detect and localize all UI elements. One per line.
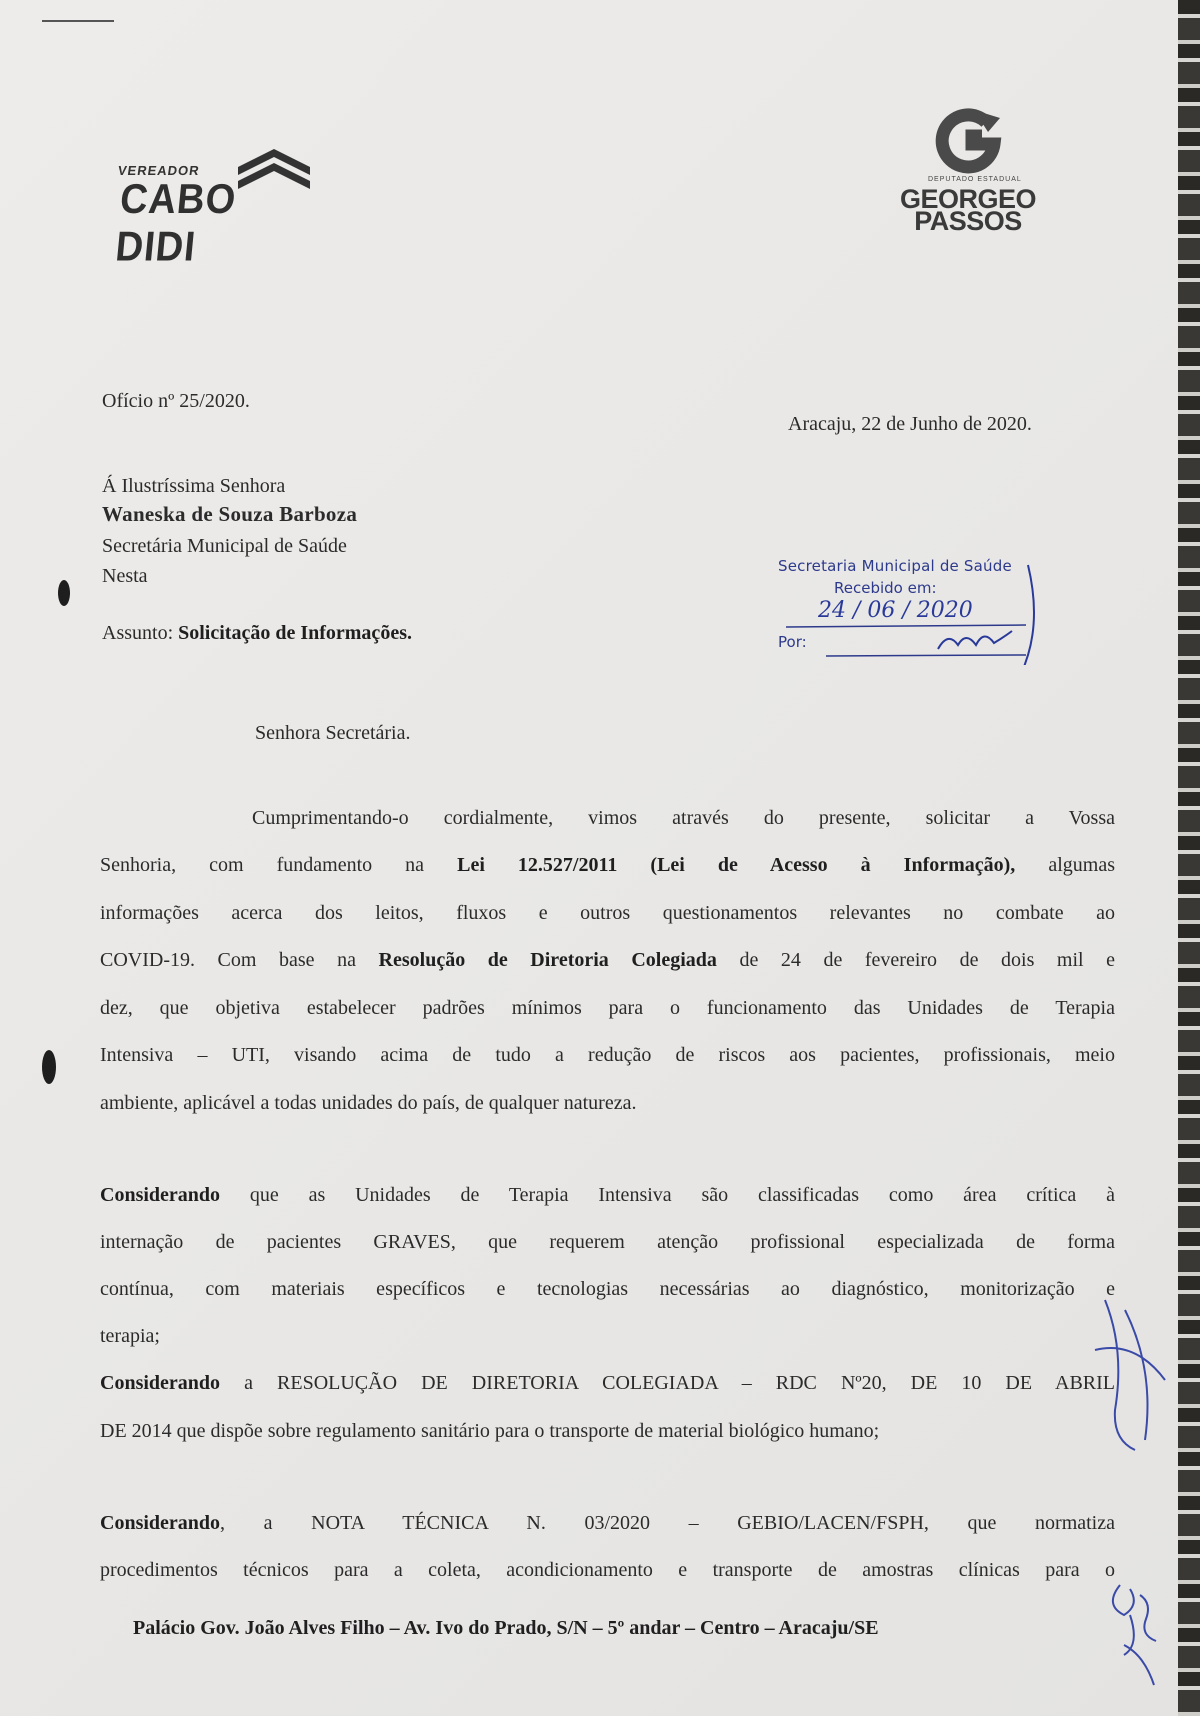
place-date: Aracaju, 22 de Junho de 2020. <box>788 413 1032 435</box>
footer-address: Palácio Gov. João Alves Filho – Av. Ivo do Prado, S/N – 5º andar – Centro – Aracaju/SE <box>133 1617 879 1639</box>
received-stamp <box>778 555 1050 665</box>
vereador-logo-name: CABO DIDI <box>113 176 239 271</box>
para1-line5: dez, que objetiva estabelecer padrões mínimos para o funcionamento das Unidades de Terapia <box>100 997 1115 1019</box>
recipient-title: Secretária Municipal de Saúde <box>102 535 347 557</box>
para2-line1-text: que as Unidades de Terapia Intensiva são classificadas como área crítica à <box>249 1184 1115 1206</box>
para3-line2: DE 2014 que dispõe sobre regulamento sanitário para o transporte de material biológico humano; <box>100 1420 880 1442</box>
para3-line1 <box>100 1360 1115 1408</box>
deputado-logo-subtitle: DEPUTADO ESTADUAL <box>928 176 1022 183</box>
considerando-label: Considerando <box>100 1372 221 1394</box>
stamp-by-label: Por: <box>778 633 807 651</box>
g-logo-icon <box>934 108 1004 174</box>
document-number: Ofício nº 25/2020. <box>102 390 250 412</box>
stamp-received-date: 24 / 06 / 2020 <box>818 598 973 623</box>
recipient-name: Waneska de Souza Barboza <box>102 502 358 526</box>
para3-line1-text: a RESOLUÇÃO DE DIRETORIA COLEGIADA – RDC Nº20, DE 10 DE ABRIL <box>244 1372 1116 1394</box>
stamp-organization: Secretaria Municipal de Saúde <box>778 557 1012 575</box>
considerando-label: Considerando <box>100 1512 221 1534</box>
para4-line1-text: , a NOTA TÉCNICA N. 03/2020 – GEBIO/LACEN/FSPH, que normatiza <box>220 1512 1115 1534</box>
para4-line1 <box>100 1500 1115 1548</box>
considerando-label: Considerando <box>100 1184 221 1206</box>
punch-hole <box>42 1050 56 1084</box>
deputado-logo-name-line1: GEORGEO <box>899 184 1037 214</box>
para2-line3: contínua, com materiais específicos e tecnologias necessárias ao diagnóstico, monitorização e <box>100 1278 1115 1300</box>
deputado-logo-name-line2: PASSOS <box>914 206 1022 236</box>
para2-line2: internação de pacientes GRAVES, que requerem atenção profissional especializada de forma <box>100 1231 1115 1253</box>
greeting: Senhora Secretária. <box>255 722 411 744</box>
para1-line6: Intensiva – UTI, visando acima de tudo a redução de riscos aos pacientes, profissionais, meio <box>100 1044 1115 1066</box>
para2-line4: terapia; <box>100 1325 160 1347</box>
subject-text: Solicitação de Informações. <box>178 622 412 644</box>
para1-line2 <box>100 842 1115 890</box>
para1-line4 <box>100 937 1115 985</box>
background-edge <box>1178 0 1200 1716</box>
resolution-reference: Resolução de Diretoria Colegiada <box>378 949 717 971</box>
chevron-rank-icon <box>238 145 310 195</box>
recipient-salutation: Á Ilustríssima Senhora <box>102 475 286 497</box>
punch-hole <box>58 580 70 606</box>
deputado-logo <box>892 108 1092 238</box>
para1-line7: ambiente, aplicável a todas unidades do país, de qualquer natureza. <box>100 1092 637 1114</box>
stamp-received-label: Recebido em: <box>834 579 937 597</box>
para1-line3: informações acerca dos leitos, fluxos e outros questionamentos relevantes no combate ao <box>100 902 1115 924</box>
law-reference: Lei 12.527/2011 (Lei de Acesso à Informação), <box>457 854 1016 876</box>
footer-signature-icon <box>1100 1575 1178 1695</box>
para1-line1: Cumprimentando-o cordialmente, vimos através do presente, solicitar a Vossa <box>252 807 1115 829</box>
recipient-location: Nesta <box>102 565 148 587</box>
para1-line4-end: de 24 de fevereiro de dois mil e <box>739 949 1116 971</box>
subject-line <box>102 622 412 645</box>
top-rule <box>42 20 114 22</box>
para1-line2-start: Senhoria, com fundamento na <box>100 854 425 876</box>
margin-signature-icon <box>1085 1290 1175 1470</box>
para4-line2: procedimentos técnicos para a coleta, acondicionamento e transporte de amostras clínicas para o <box>100 1559 1115 1581</box>
para1-line4-start: COVID-19. Com base na <box>100 949 356 971</box>
vereador-logo <box>113 145 318 271</box>
para1-line2-end: algumas <box>1048 854 1116 876</box>
subject-label: Assunto: <box>102 622 174 644</box>
vereador-logo-subtitle: VEREADOR <box>116 163 201 178</box>
deputado-logo-name <box>898 184 1038 236</box>
para2-line1 <box>100 1172 1115 1220</box>
